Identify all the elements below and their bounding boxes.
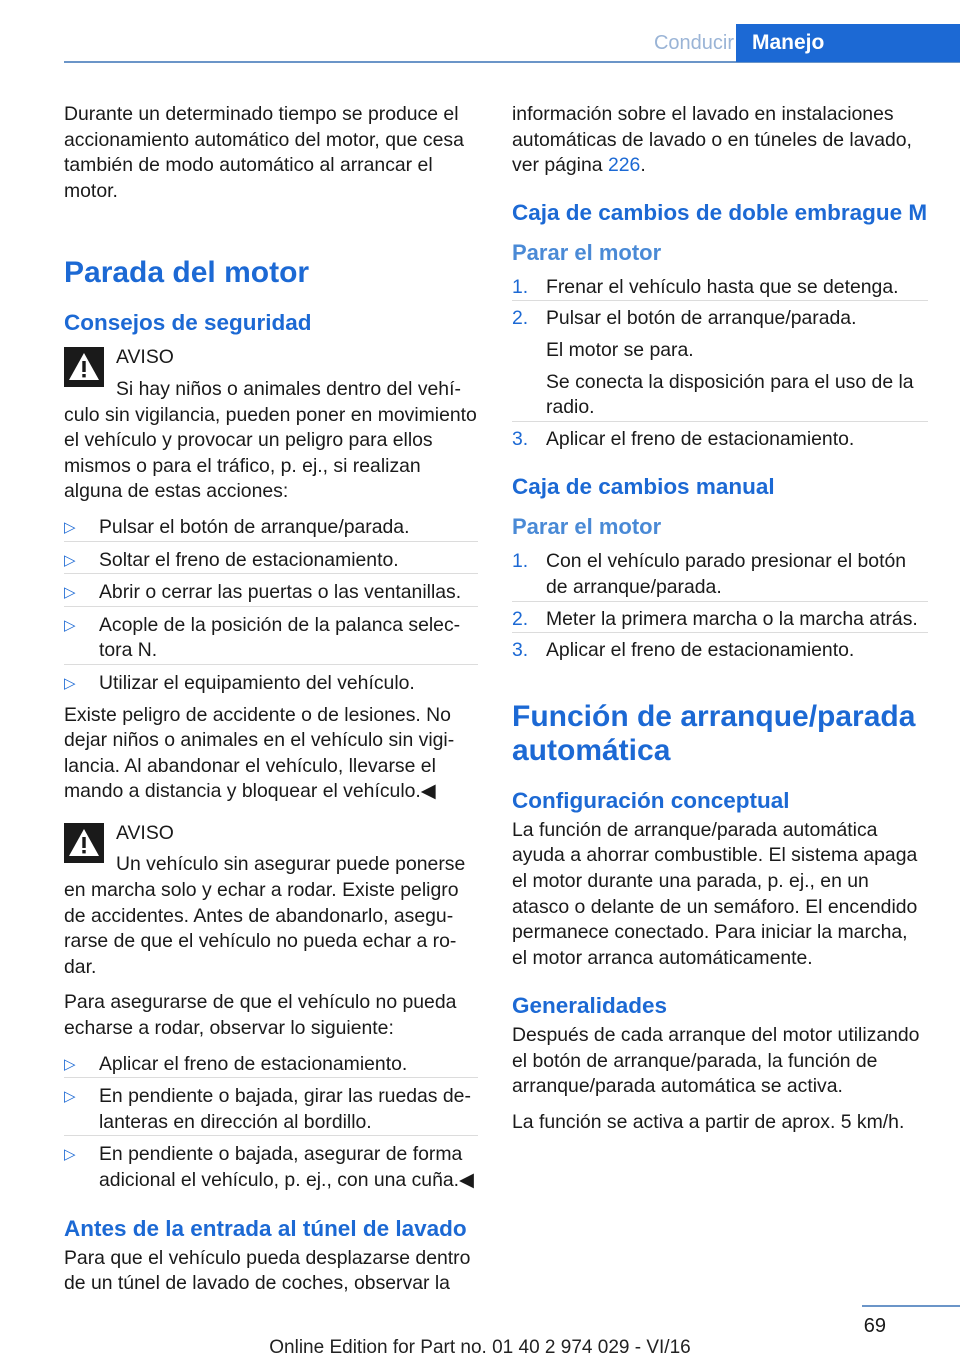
config-paragraph: La función de arranque/parada automática ayuda a ahorrar combustible. El sistema apaga el motor durante una parada, p. ej., en un atasco o delante de un semáforo. El encendido permanece conectado. Para iniciar la marcha, el motor arranca automáticamente. — [512, 818, 918, 969]
list-item: 1. Frenar el vehículo hasta que se detenga. — [512, 275, 899, 298]
tunel-paragraph: Para que el vehículo pueda desplazarse dentro de un túnel de lavado de coches, observar la — [64, 1246, 471, 1295]
warning-list-1 — [64, 509, 478, 697]
warning-label: AVISO — [116, 346, 174, 369]
heading-funcion: Función de arranque/parada automática — [512, 699, 916, 767]
steps-doble — [512, 270, 928, 453]
general-paragraph-2: La función se activa a partir de aprox. 5 km/h. — [512, 1111, 905, 1134]
triangle-bullet-icon: ▷ — [64, 674, 76, 692]
heading-parada: Parada del motor — [64, 256, 310, 290]
list-item: ▷ En pendiente o bajada, girar las ruedas delanteras en dirección al bordillo. — [64, 1077, 478, 1135]
list-item: ▷ En pendiente o bajada, asegurar de forma adicional el vehículo, p. ej., con una cuña.◀ — [64, 1135, 478, 1193]
continued-paragraph: información sobre el lavado en instalaciones automáticas de lavado o en túneles de lavado, ver página 226. — [512, 103, 912, 177]
heading-tunel: Antes de la entrada al túnel de lavado — [64, 1215, 467, 1241]
heading-generalidades: Generalidades — [512, 993, 668, 1019]
general-paragraph: Después de cada arranque del motor utilizando el botón de arranque/parada, la función de arranque/parada automática se activa. — [512, 1024, 920, 1098]
page-link[interactable]: 226 — [607, 154, 641, 177]
step-substep: El motor se para. — [546, 338, 694, 361]
list-item: ▷ Utilizar el equipamiento del vehículo. — [64, 664, 478, 697]
intro-paragraph: Durante un determinado tiempo se produce el accionamiento automático del motor, que cesa también de modo automático al arrancar el motor. — [64, 103, 464, 202]
list-item: ▷ Pulsar el botón de arranque/parada. — [64, 509, 478, 541]
list-item: 1. Con el vehículo parado presionar el botón de arranque/parada. — [512, 550, 907, 598]
triangle-bullet-icon: ▷ — [64, 551, 76, 569]
list-item: 3. Aplicar el freno de estacionamiento. — [512, 632, 928, 664]
triangle-bullet-icon: ▷ — [64, 584, 76, 602]
warning-list-2 — [64, 1046, 478, 1194]
edition-footer: Online Edition for Part no. 01 40 2 974 029 - VI/16 — [269, 1337, 691, 1358]
warning-text: Si hay niños o animales dentro del vehículo sin vigilancia, pueden poner en movimiento el vehículo y provocar un peligro para ellos mismos o para el tráfico, p. ej., si realizan alguna de estas acciones: — [64, 377, 477, 503]
step-substep: Se conecta la disposición para el uso de la radio. — [546, 370, 914, 419]
warning-block-1 — [64, 345, 478, 371]
warning-label: AVISO — [116, 821, 174, 844]
warning-icon — [64, 823, 104, 863]
steps-manual — [512, 544, 928, 663]
list-item: ▷ Abrir o cerrar las puertas o las ventanillas. — [64, 573, 478, 606]
list-item: 2. Pulsar el botón de arranque/parada. El motor se para. Se conecta la disposición para el uso de la radio. — [512, 300, 928, 420]
list-item: ▷ Acople de la posición de la palanca selectora N. — [64, 606, 478, 664]
heading-parar-motor-2: Parar el motor — [512, 514, 662, 540]
heading-parar-motor-1: Parar el motor — [512, 239, 662, 265]
tab-manejo[interactable]: Manejo — [736, 24, 960, 62]
list-item: 2. Meter la primera marcha o la marcha atrás. — [512, 601, 928, 633]
left-column — [64, 102, 478, 1297]
list-item: 3. Aplicar el freno de estacionamiento. — [512, 421, 928, 453]
triangle-bullet-icon: ▷ — [64, 1146, 76, 1164]
warning-lead: Para asegurarse de que el vehículo no pueda echarse a rodar, observar lo siguiente: — [64, 991, 457, 1040]
heading-consejos: Consejos de seguridad — [64, 310, 312, 336]
list-item: ▷ Soltar el freno de estacionamiento. — [64, 541, 478, 574]
triangle-bullet-icon: ▷ — [64, 1055, 76, 1073]
footer-rule — [862, 1305, 960, 1307]
triangle-bullet-icon: ▷ — [64, 1088, 76, 1106]
right-column — [512, 102, 928, 1136]
warning-text: Un vehículo sin asegurar puede ponerse en marcha solo y echar a rodar. Existe peligro de accidentes. Antes de abandonarlo, asegurarse de que el vehículo no pueda echar a rodar. — [64, 853, 466, 978]
list-item: ▷ Aplicar el freno de estacionamiento. — [64, 1046, 478, 1078]
warning-block-2 — [64, 821, 478, 847]
warning-icon — [64, 347, 104, 387]
page-number: 69 — [863, 1315, 886, 1337]
warning-after: Existe peligro de accidente o de lesiones. No dejar niños o animales en el vehículo sin vigilancia. Al abandonar el vehículo, llevarse el mando a distancia y bloquear el vehículo.◀ — [64, 703, 455, 803]
heading-doble-embrague: Caja de cambios de doble embrague M — [512, 199, 928, 225]
triangle-bullet-icon: ▷ — [64, 616, 76, 634]
triangle-bullet-icon: ▷ — [64, 518, 76, 536]
heading-manual: Caja de cambios manual — [512, 474, 775, 500]
heading-config: Configuración conceptual — [512, 787, 790, 813]
tab-conducir[interactable]: Conducir — [653, 32, 734, 54]
